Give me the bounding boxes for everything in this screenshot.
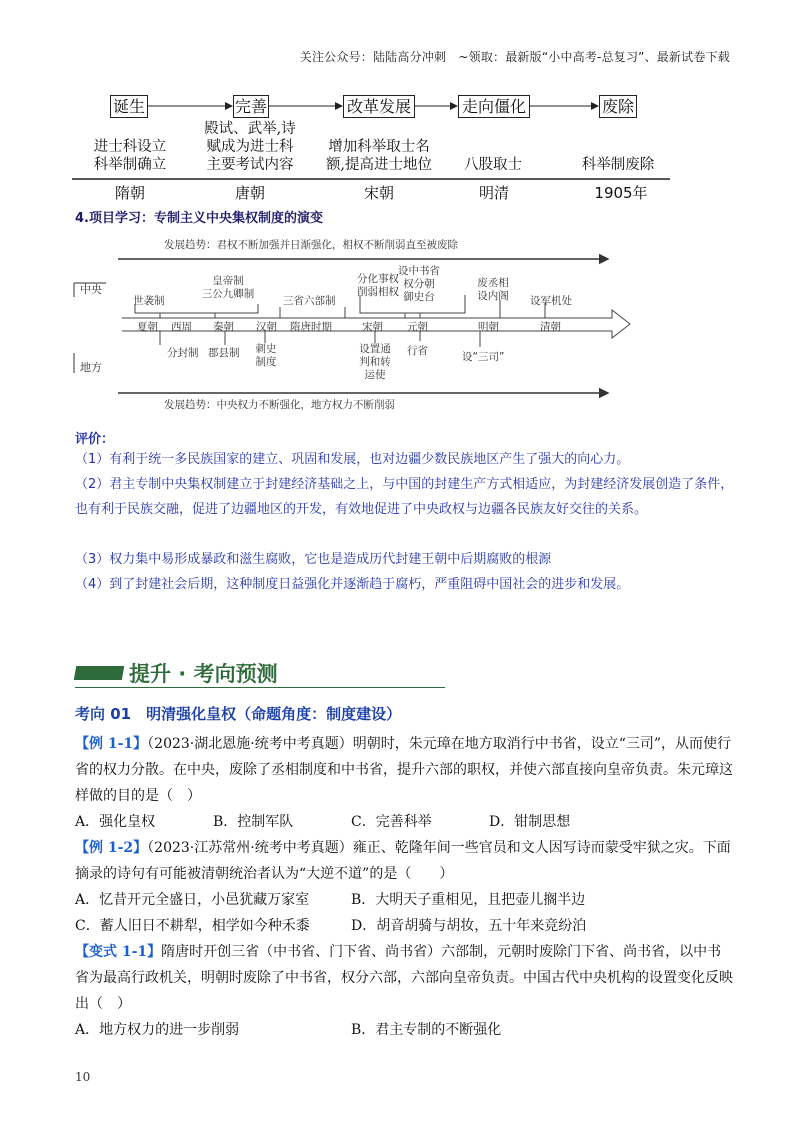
section-title: 提升 · 考向预测 xyxy=(129,662,278,686)
stage-desc-tang: 殿试、武举,诗 赋成为进士科 主要考试内容 xyxy=(204,121,296,173)
keju-timeline xyxy=(0,0,800,200)
page-header: 关注公众号：陆陆高分冲刺 ~领取：最新版“小中高考-总复习”、最新试卷下载 xyxy=(299,50,730,64)
dynasty-label: 隋唐时期 xyxy=(290,321,332,333)
local-item: 行省 xyxy=(407,345,428,357)
option-c[interactable]: C．蓄人旧日不耕犁，相学如今种禾黍 xyxy=(75,918,310,934)
question-variant-1-1 xyxy=(75,939,735,1017)
era-sui: 隋朝 xyxy=(114,184,145,202)
central-item: 设中书省 权分朝 御史台 xyxy=(398,265,440,303)
stage-box-reform: 改革发展 xyxy=(343,95,415,118)
stage-desc-1905: 科举制废除 xyxy=(581,157,655,173)
dynasty-label: 清朝 xyxy=(540,321,561,333)
dynasty-label: 汉朝 xyxy=(256,321,277,333)
dynasty-label: 秦朝 xyxy=(213,321,234,333)
dynasty-label: 夏朝 xyxy=(137,321,158,333)
question-tag: 【例 1-1】 xyxy=(75,736,148,752)
era-mingqing: 明清 xyxy=(478,184,509,202)
option-b[interactable]: B．大明天子重相见，且把壶儿搁半边 xyxy=(351,892,586,908)
central-item: 废丞相 设内阁 xyxy=(477,277,509,302)
question-text: （2023·江苏常州·统考中考真题）雍正、乾隆年间一些官员和文人因写诗而蒙受牢狱之灾。下面摘录的诗句有可能被清朝统治者认为“大逆不道”的是（ ） xyxy=(75,840,731,882)
question-tag: 【例 1-2】 xyxy=(75,840,148,856)
local-item: 刺史 制度 xyxy=(255,343,277,368)
option-a[interactable]: A．强化皇权 xyxy=(75,814,156,830)
stage-box-perfect: 完善 xyxy=(234,97,267,116)
stage-box-rigid: 走向僵化 xyxy=(458,95,530,118)
option-d[interactable]: D．钳制思想 xyxy=(489,814,571,830)
central-item: 分化事权 削弱相权 xyxy=(357,273,399,298)
dynasty-label: 宋朝 xyxy=(362,321,383,333)
central-label: 中央 xyxy=(80,283,102,296)
section-4-title: 4.项目学习：专制主义中央集权制度的演变 xyxy=(75,211,323,226)
section-band-bar xyxy=(74,666,124,680)
local-item: 设“三司” xyxy=(462,351,505,363)
kaoxiang-title: 考向 01 明清强化皇权（命题角度：制度建设） xyxy=(75,705,402,723)
central-item: 设军机处 xyxy=(530,295,572,307)
dynasty-label: 明朝 xyxy=(478,321,499,333)
local-item: 设置通 判和转 运使 xyxy=(359,343,391,381)
question-1-1-options xyxy=(75,809,570,835)
page-number: 10 xyxy=(75,1070,91,1084)
stage-box-abolish: 废除 xyxy=(599,95,637,118)
evaluation-item-2: （2）君主专制中央集权制建立于封建经济基础之上，与中国的封建生产方式相适应，为封建经济发展创造了条件，也有利于民族交融，促进了边疆地区的开发，有效地促进了中央政权与边疆各民族友好交往的关系。 xyxy=(75,477,734,517)
central-item: 世袭制 xyxy=(133,295,165,307)
trend-bottom-text: 发展趋势：中央权力不断强化，地方权力不断削弱 xyxy=(164,399,395,411)
option-a[interactable]: A．地方权力的进一步削弱 xyxy=(75,1022,240,1038)
era-1905: 1905年 xyxy=(594,184,648,202)
era-tang: 唐朝 xyxy=(234,184,265,202)
dynasty-label: 元朝 xyxy=(407,321,428,333)
option-c[interactable]: C．完善科举 xyxy=(351,814,432,830)
stage-desc-mingqing: 八股取士 xyxy=(464,157,522,173)
stage-desc-song: 增加科举取士名 额,提高进士地位 xyxy=(325,139,433,173)
option-d[interactable]: D．胡音胡骑与胡妆，五十年来竞纷泊 xyxy=(351,918,587,934)
question-1-2 xyxy=(75,835,735,887)
option-b[interactable]: B．君主专制的不断强化 xyxy=(351,1022,502,1038)
section-band xyxy=(75,658,445,688)
evaluation-item-4: （4）到了封建社会后期，这种制度日益强化并逐渐趋于腐朽，严重阻碍中国社会的进步和发展。 xyxy=(75,577,630,592)
question-1-2-options-row2 xyxy=(75,913,586,939)
evaluation-item-3: （3）权力集中易形成暴政和滋生腐败，它也是造成历代封建王朝中后期腐败的根源 xyxy=(75,552,552,567)
evaluation-item-1: （1）有利于统一多民族国家的建立、巩固和发展，也对边疆少数民族地区产生了强大的向心力。 xyxy=(75,452,630,467)
option-b[interactable]: B．控制军队 xyxy=(213,814,294,830)
local-item: 郡县制 xyxy=(208,347,240,359)
question-text: （2023·湖北恩施·统考中考真题）明朝时，朱元璋在地方取消行中书省，设立“三司”，从而使行省的权力分散。在中央，废除了丞相制度和中书省，提升六部的职权，并使六部直接向皇帝负责。朱元璋这样做的目的是（ ） xyxy=(75,736,733,804)
power-evolution-diagram xyxy=(0,225,800,415)
question-variant-1-1-options xyxy=(75,1017,501,1043)
local-item: 分封制 xyxy=(167,347,199,359)
option-a[interactable]: A．忆昔开元全盛日，小邑犹藏万家室 xyxy=(75,892,310,908)
evaluation-title: 评价： xyxy=(75,432,115,447)
local-label: 地方 xyxy=(80,361,102,374)
diagram-lines xyxy=(0,225,800,415)
stage-box-birth: 诞生 xyxy=(110,95,148,118)
stage-desc-sui: 进士科设立 科举制确立 xyxy=(93,139,167,173)
central-item: 皇帝制 三公九卿制 xyxy=(201,275,255,300)
question-1-1 xyxy=(75,731,735,809)
question-tag: 【变式 1-1】 xyxy=(75,944,162,960)
era-song: 宋朝 xyxy=(363,184,394,202)
question-text: 隋唐时开创三省（中书省、门下省、尚书省）六部制，元朝时废除门下省、尚书省，以中书省为最高行政机关，明朝时废除了中书省，权分六部，六部向皇帝负责。中国古代中央机构的设置变化反映出（ ） xyxy=(75,944,733,1012)
trend-top-text: 发展趋势：君权不断加强并日渐强化，相权不断削弱直至被废除 xyxy=(164,239,458,251)
dynasty-label: 西周 xyxy=(171,321,192,333)
section-underline xyxy=(75,687,445,688)
question-1-2-options-row1 xyxy=(75,887,585,913)
central-item: 三省六部制 xyxy=(283,295,336,307)
